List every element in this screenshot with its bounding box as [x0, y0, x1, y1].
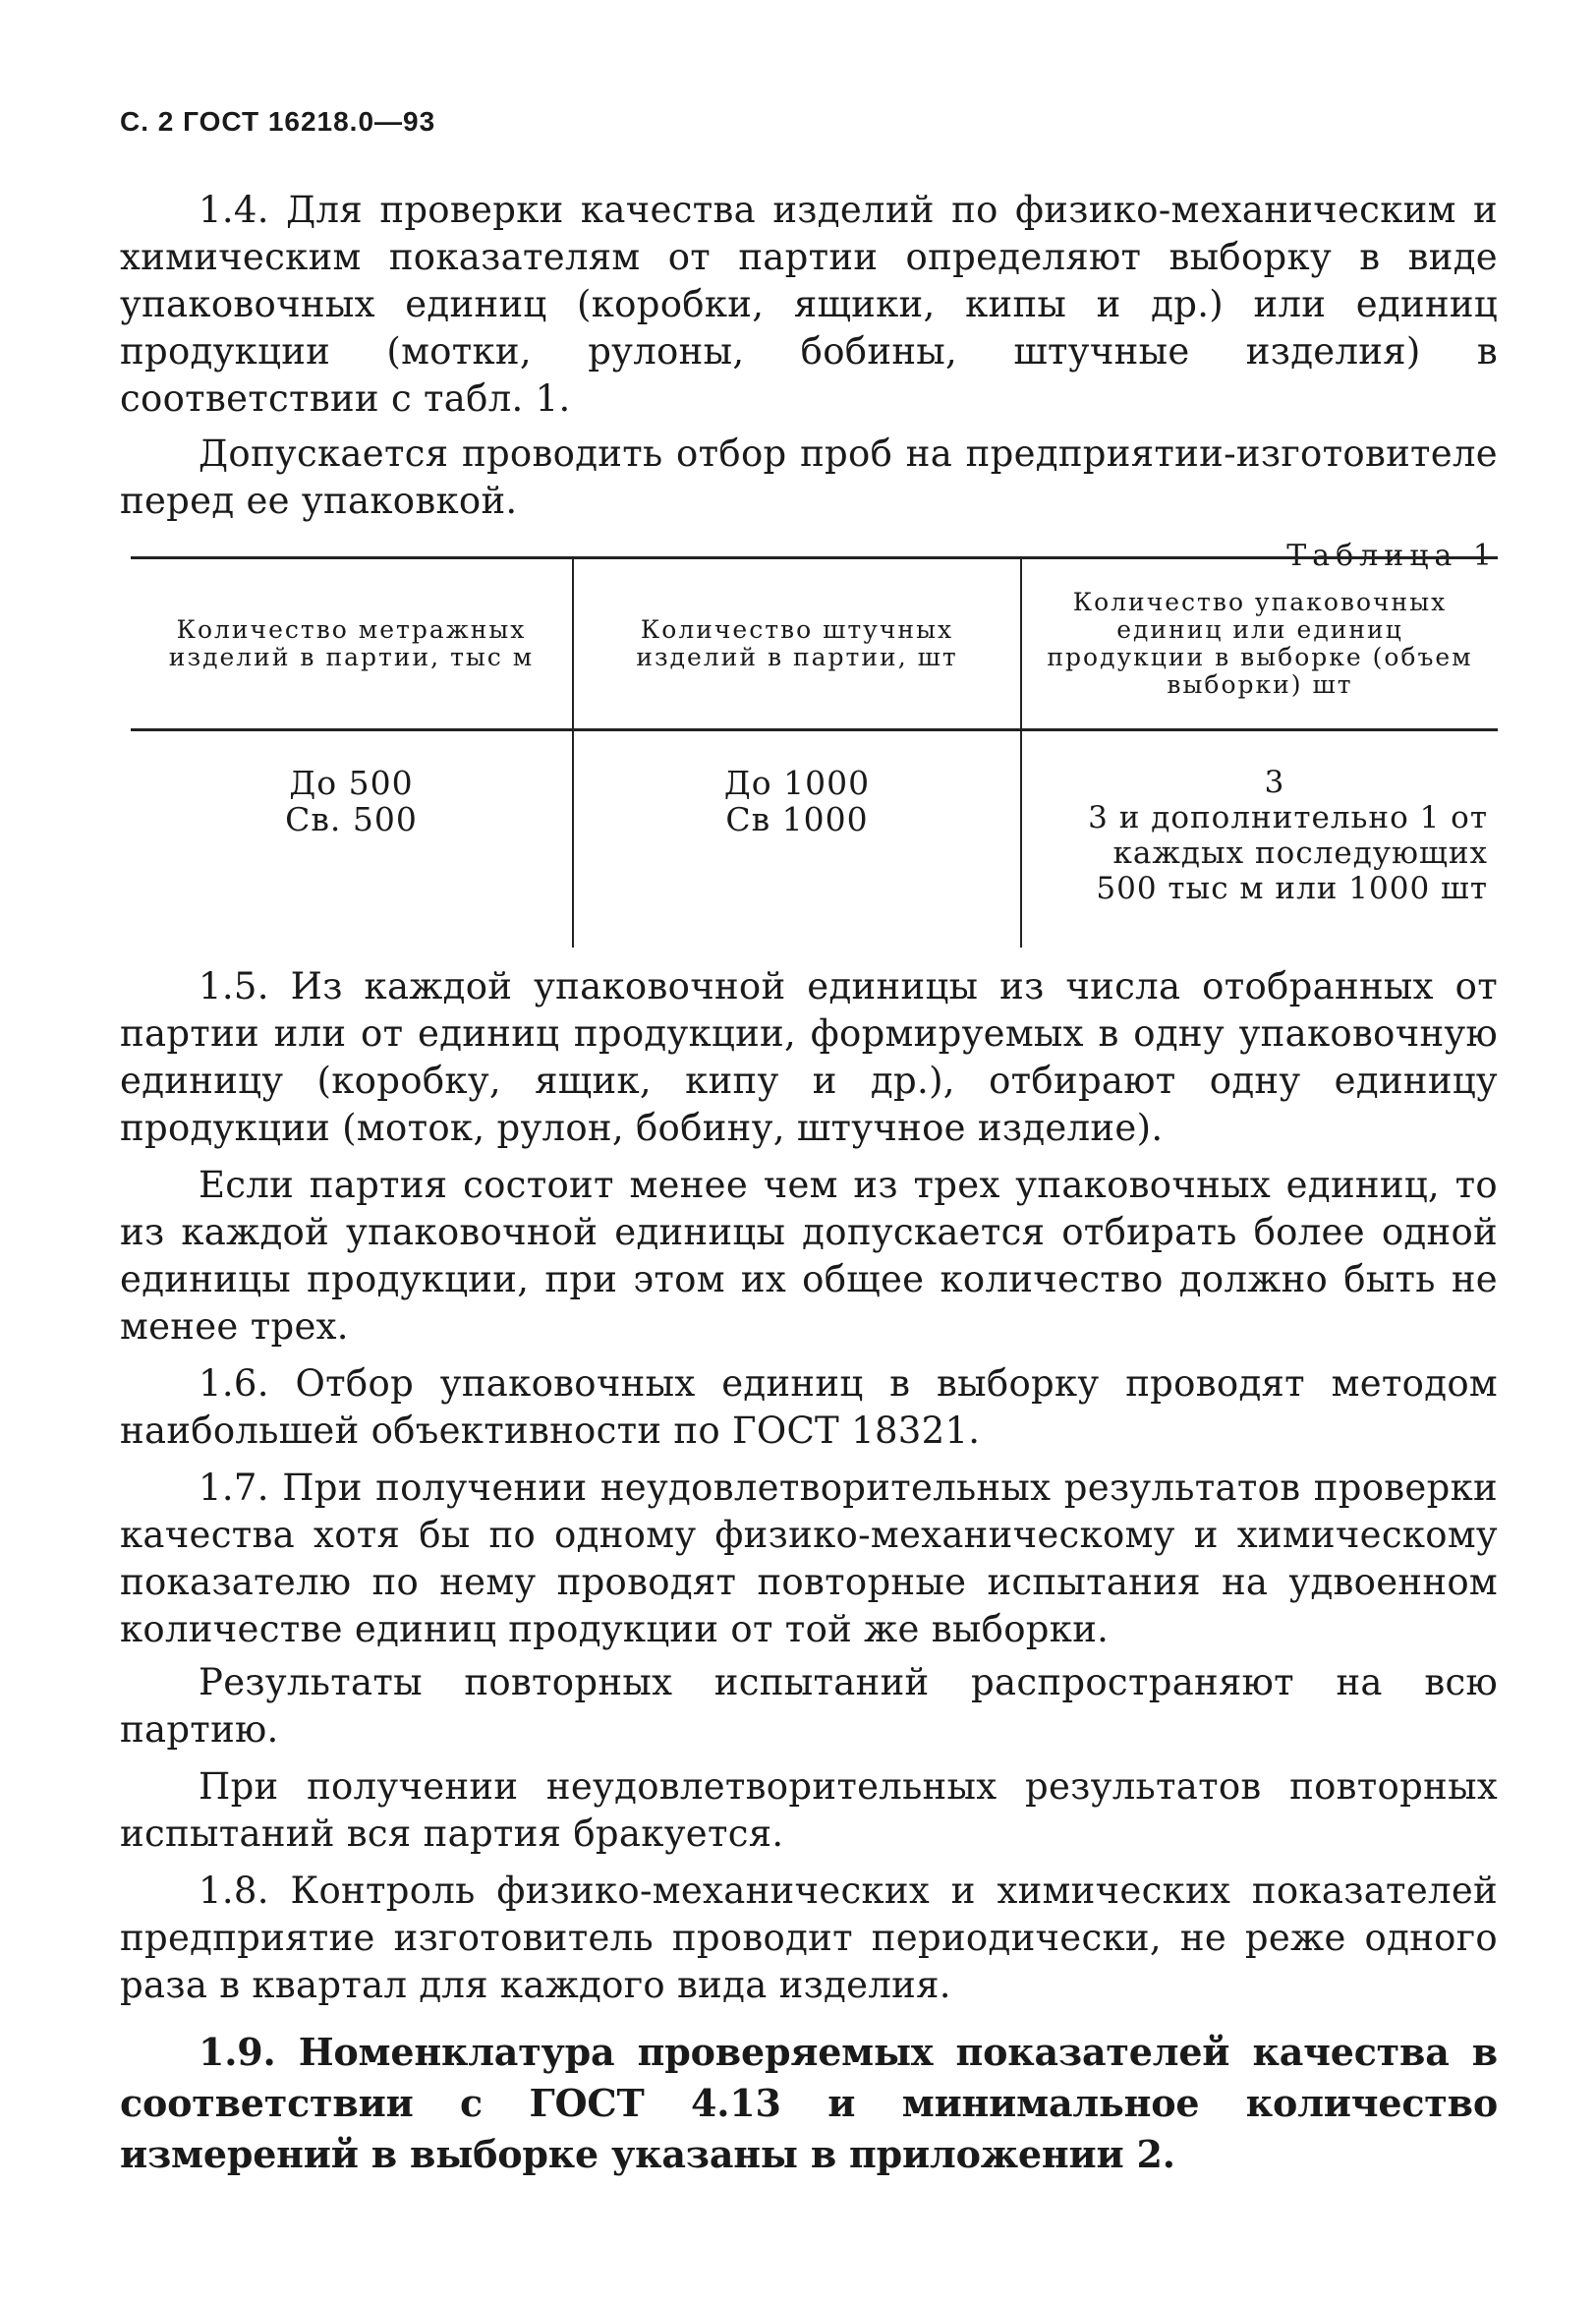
table-header-cell: Количество штучных изделий в партии, шт	[573, 558, 1021, 730]
table-cell: До 500 Св. 500	[285, 764, 418, 838]
table-caption: Таблица 1	[1286, 539, 1498, 573]
paragraph-1-4: 1.4. Для проверки качества изделий по физико-механическим и химическим показателям от партии определяют выборку в виде упаковочных единиц (коробки, ящики, кипы и др.) или единиц продукции (мотки, рулоны, бобины, штучные изделия) в соответствии с табл. 1.	[120, 189, 1498, 420]
table-1	[131, 556, 1498, 948]
paragraph-lot-rejected: При получении неудовлетворительных результатов повторных испытаний вся партия бракуется.	[120, 1765, 1498, 1855]
page-header: С. 2 ГОСТ 16218.0—93	[120, 106, 436, 137]
paragraph-1-8: 1.8. Контроль физико-механических и химических показателей предприятие изготовитель проводит периодически, не реже одного раза в квартал для каждого вида изделия.	[120, 1870, 1498, 2006]
paragraph-1-5: 1.5. Из каждой упаковочной единицы из числа отобранных от партии или от единиц продукции, формируемых в одну упаковочную единицу (коробку, ящик, кипу и др.), отбирают одну единицу продукции (моток, рулон, бобину, штучное изделие).	[120, 965, 1498, 1149]
paragraph-1-9: 1.9. Номенклатура проверяемых показателей качества в соответствии с ГОСТ 4.13 и минимальное количество измерений в выборке указаны в приложении 2.	[120, 2030, 1498, 2176]
paragraph-repeat-results: Результаты повторных испытаний распространяют на всю партию.	[120, 1661, 1498, 1751]
paragraph-1-7: 1.7. При получении неудовлетворительных результатов проверки качества хотя бы по одному физико-механическому и химическому показателю по нему проводят повторные испытания на удвоенном количестве единиц продукции от той же выборки.	[120, 1467, 1498, 1650]
table-header-cell: Количество метражных изделий в партии, тыс м	[168, 615, 535, 671]
table-cell: 3 3 и дополнительно 1 от каждых последующих 500 тыс м или 1000 шт	[1021, 730, 1498, 949]
table-cell: До 1000 Св 1000	[573, 730, 1021, 949]
table-header-row	[131, 558, 1498, 730]
table-row	[131, 730, 1498, 949]
paragraph-lot-condition: Если партия состоит менее чем из трех упаковочных единиц, то из каждой упаковочной единицы допускается отбирать более одной единицы продукции, при этом их общее количество должно быть не менее трех.	[120, 1164, 1498, 1348]
section-1-4	[120, 187, 1498, 525]
paragraph-1-6: 1.6. Отбор упаковочных единиц в выборку проводят методом наибольшей объективности по ГОСТ 18321.	[120, 1362, 1498, 1452]
paragraph-allowed-sampling: Допускается проводить отбор проб на предприятии-изготовителе перед ее упаковкой.	[120, 432, 1498, 522]
table-header-cell: Количество упаковочных единиц или единиц продукции в выборке (объем выборки) шт	[1021, 558, 1498, 730]
section-1-5-to-1-9	[120, 963, 1498, 2180]
